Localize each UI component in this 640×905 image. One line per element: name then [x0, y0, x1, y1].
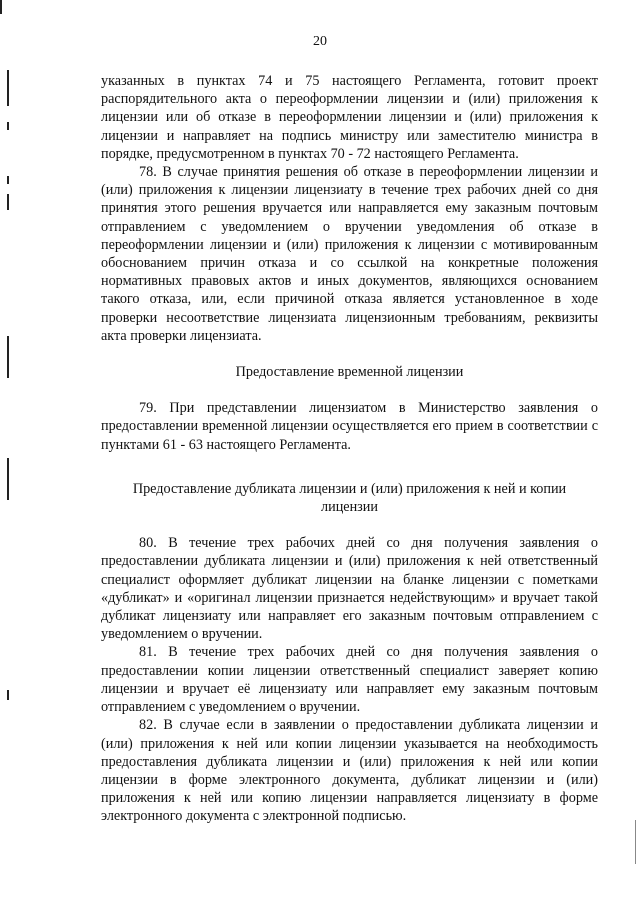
paragraph-80: 80. В течение трех рабочих дней со дня получения заявления о предоставлении дубликата лицензии и (или) приложения к ней ответственный специалист оформляет дубликат лицензии на бланке лицензии с пометками «дубликат» и «оригинал лицензии признается недействующим» и вручает такой дубликат лицензиату или направляет его заказным почтовым отправлением с уведомлением о вручении.	[101, 535, 598, 643]
document-body	[101, 72, 598, 826]
scan-margin-mark	[7, 336, 9, 378]
scan-margin-mark	[7, 690, 9, 700]
scan-margin-mark	[7, 70, 9, 106]
scan-margin-mark	[7, 194, 9, 210]
paragraph-continuation: указанных в пунктах 74 и 75 настоящего Регламента, готовит проект распорядительного акта о переоформлении лицензии и (или) приложения к лицензии или об отказе в переоформлении лицензии и (или) приложения к лицензии и направляет на подпись министру или заместителю министра в порядке, предусмотренном в пунктах 70 - 72 настоящего Регламента.	[101, 73, 598, 162]
scan-margin-mark	[0, 0, 2, 14]
scan-margin-mark	[7, 176, 9, 184]
paragraph-82: 82. В случае если в заявлении о предоставлении дубликата лицензии и (или) приложения к ней или копии лицензии указывается на необходимость предоставления дубликата лицензии и (или) приложения к ней или копии лицензии в форме электронного документа, дубликат лицензии и (или) приложения к ней или копию лицензии направляется лицензиату в форме электронного документа с электронной подписью.	[101, 717, 598, 825]
paragraph-78: 78. В случае принятия решения об отказе в переоформлении лицензии и (или) приложения к лицензии лицензиату в течение трех рабочих дней со дня принятия этого решения вручается или направляется ему заказным почтовым отправлением с уведомлением о вручении уведомления об отказе в переоформлении лицензии и (или) приложения к лицензии с мотивированным обоснованием причин отказа и со ссылкой на конкретные положения нормативных правовых актов и иных документов, являющихся основанием такого отказа, или, если причиной отказа является установленное в ходе проверки несоответствие лицензиата лицензионным требованиям, реквизиты акта проверки лицензиата.	[101, 164, 598, 344]
page-number: 20	[313, 34, 327, 49]
scan-margin-mark	[7, 122, 9, 130]
paragraph-79: 79. При представлении лицензиатом в Министерство заявления о предоставлении временной лицензии осуществляется его прием в соответствии с пунктами 61 - 63 настоящего Регламента.	[101, 400, 598, 453]
section-heading-temporary-license: Предоставление временной лицензии	[235, 364, 464, 381]
scan-margin-mark	[7, 458, 9, 500]
section-heading-duplicate-license: Предоставление дубликата лицензии и (или) приложения к ней и копии лицензии	[132, 480, 567, 516]
scan-margin-mark	[635, 820, 636, 864]
paragraph-81: 81. В течение трех рабочих дней со дня получения заявления о предоставлении копии лицензии ответственный специалист заверяет копию лицензии и вручает её лицензиату или направляет ему заказным почтовым отправлением с уведомлением о вручении.	[101, 644, 598, 716]
